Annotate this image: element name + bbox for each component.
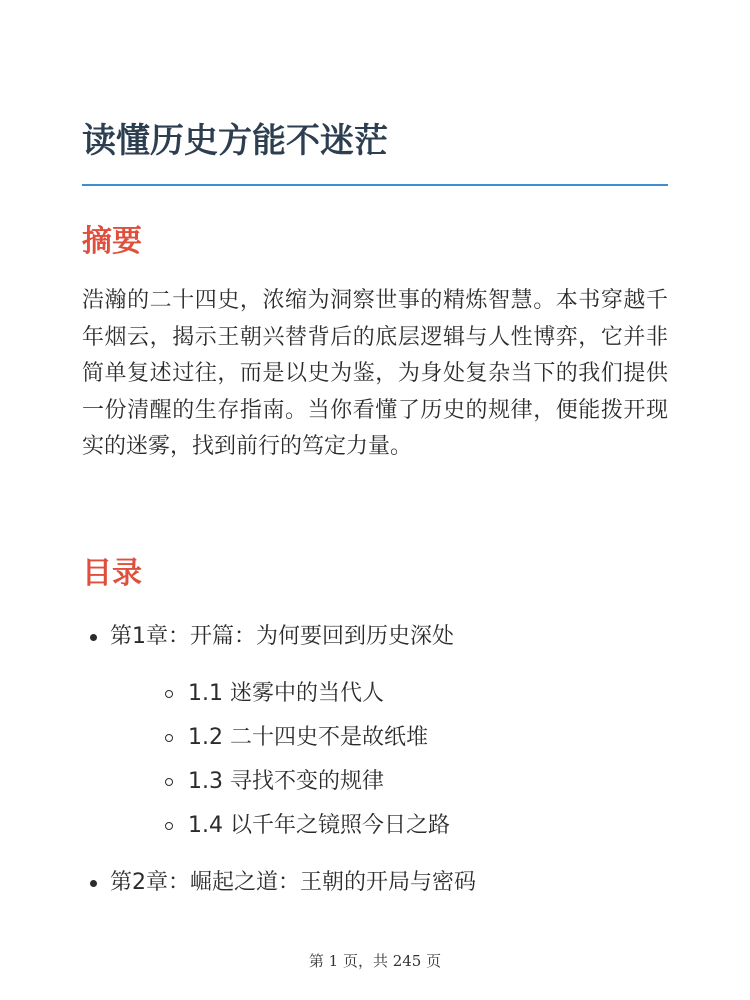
abstract-text: 浩瀚的二十四史，浓缩为洞察世事的精炼智慧。本书穿越千年烟云，揭示王朝兴替背后的底层逻辑与人性博弈，它并非简单复述过往，而是以史为鉴，为身处复杂当下的我们提供一份清醒的生存指南。当你看懂了历史的规律，便能拨开现实的迷雾，找到前行的笃定力量。 bbox=[82, 288, 668, 459]
toc-heading: 目录 bbox=[82, 556, 142, 591]
document-title: 读懂历史方能不迷茫 bbox=[82, 121, 388, 161]
toc-chapter-2 bbox=[110, 867, 476, 899]
toc-section-label: 1.2 二十四史不是故纸堆 bbox=[188, 725, 428, 750]
title-divider bbox=[82, 184, 668, 186]
circle-bullet-icon bbox=[165, 778, 173, 786]
toc-section-1-3 bbox=[188, 766, 384, 798]
toc-section-label: 1.4 以千年之镜照今日之路 bbox=[188, 813, 450, 838]
document-page bbox=[82, 0, 668, 1000]
toc-section-label: 1.3 寻找不变的规律 bbox=[188, 769, 384, 794]
toc-chapter-label: 第1章：开篇：为何要回到历史深处 bbox=[110, 624, 454, 649]
circle-bullet-icon bbox=[165, 734, 173, 742]
abstract-heading: 摘要 bbox=[82, 224, 142, 259]
toc-section-1-4 bbox=[188, 810, 450, 842]
page-footer: 第 1 页，共 245 页 bbox=[308, 952, 442, 970]
toc-section-1-1 bbox=[188, 678, 384, 710]
toc-chapter-label: 第2章：崛起之道：王朝的开局与密码 bbox=[110, 870, 476, 895]
circle-bullet-icon bbox=[165, 822, 173, 830]
toc-chapter-1 bbox=[110, 621, 454, 653]
disc-bullet-icon bbox=[90, 880, 97, 887]
disc-bullet-icon bbox=[90, 634, 97, 641]
toc-section-1-2 bbox=[188, 722, 428, 754]
circle-bullet-icon bbox=[165, 690, 173, 698]
toc-section-label: 1.1 迷雾中的当代人 bbox=[188, 681, 384, 706]
